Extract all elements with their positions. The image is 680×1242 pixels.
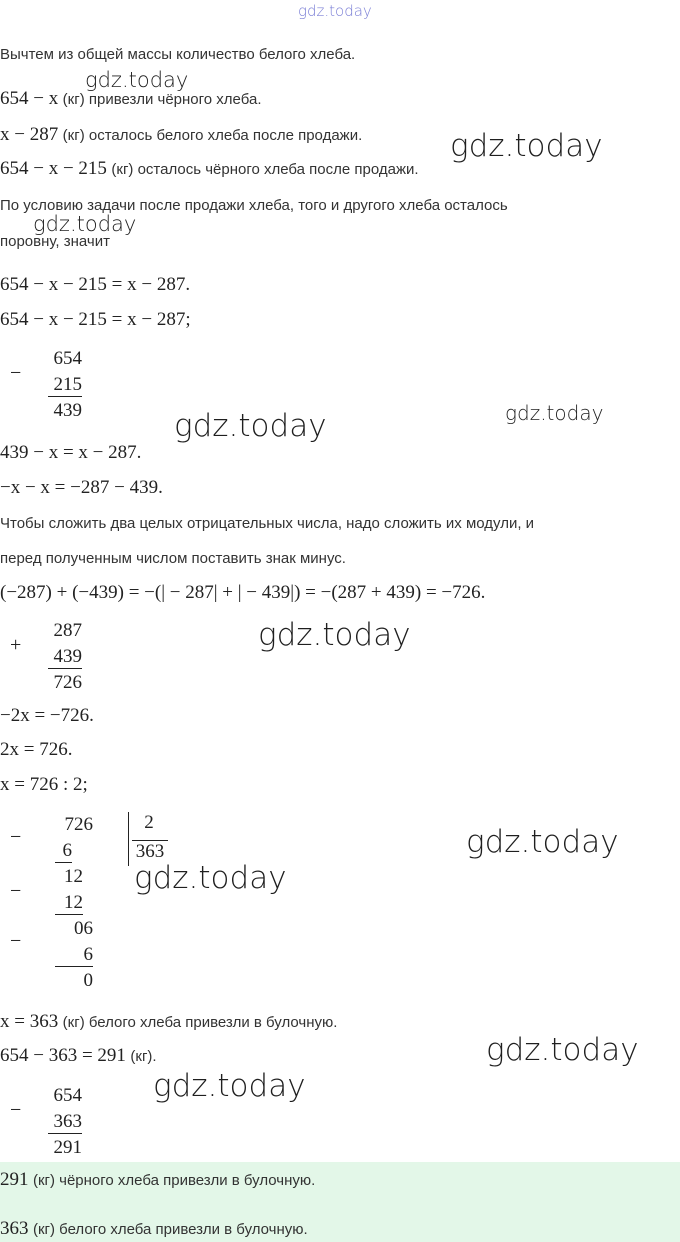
expression: 654 − 363 = 291: [0, 1045, 126, 1066]
answer-line-black: [0, 1169, 315, 1191]
column-operator: −: [10, 362, 22, 384]
division-minus: −: [10, 826, 22, 848]
note: (кг) осталось чёрного хлеба после продажи.: [111, 161, 419, 178]
division-step-remainder: 06: [74, 918, 93, 939]
equation-2: 654 − x − 215 = x − 287;: [0, 309, 191, 330]
expression: x − 287: [0, 124, 59, 145]
column-minuend: 654: [53, 348, 82, 369]
condition-text-1: По условию задачи после продажи хлеба, того и другого хлеба осталось: [0, 197, 508, 214]
division-quotient: 363: [132, 840, 168, 863]
answer-number: 291: [0, 1169, 29, 1190]
division-dividend: 726: [64, 814, 93, 835]
division-step-subtract: 6: [55, 840, 72, 863]
division-step-remainder: 12: [64, 866, 83, 887]
line-black-left: [0, 158, 419, 180]
watermark: gdz.today: [174, 408, 327, 444]
watermark: gdz.today: [85, 68, 189, 92]
column-minuend: 654: [53, 1085, 82, 1106]
column-addend-2: 439: [48, 646, 82, 669]
result-white-bread: [0, 1011, 337, 1033]
line-white-left: [0, 124, 362, 146]
column-sum: 726: [53, 672, 82, 693]
note: (кг) белого хлеба привезли в булочную.: [62, 1014, 338, 1031]
division-step-subtract: 12: [55, 892, 83, 915]
equation-8: x = 726 : 2;: [0, 774, 88, 795]
column-subtrahend: 215: [48, 374, 82, 397]
watermark: gdz.today: [153, 1068, 306, 1104]
watermark: gdz.today: [258, 617, 411, 653]
expression: 654 − x: [0, 88, 59, 109]
watermark: gdz.today: [450, 128, 603, 164]
watermark: gdz.today: [134, 860, 287, 896]
equation-4: −x − x = −287 − 439.: [0, 477, 163, 498]
equation-6: −2x = −726.: [0, 705, 94, 726]
note: (кг) привезли чёрного хлеба.: [62, 91, 262, 108]
column-addend-1: 287: [53, 620, 82, 641]
division-divisor: 2: [144, 812, 154, 833]
equation-3: 439 − x = x − 287.: [0, 442, 142, 463]
division-bracket-vertical: [128, 812, 129, 866]
note: (кг) осталось белого хлеба после продажи.: [62, 127, 363, 144]
watermark: gdz.today: [505, 401, 604, 425]
division-step-subtract: 6: [55, 944, 93, 967]
equation-5: (−287) + (−439) = −(| − 287| + | − 439|) = −(287 + 439) = −726.: [0, 582, 486, 603]
answer-note: (кг) белого хлеба привезли в булочную.: [32, 1221, 308, 1238]
expression: x = 363: [0, 1011, 59, 1032]
column-subtrahend: 363: [48, 1111, 82, 1134]
column-operator: +: [10, 634, 22, 656]
watermark: gdz.today: [486, 1032, 639, 1068]
rule-text-1: Чтобы сложить два целых отрицательных числа, надо сложить их модули, и: [0, 515, 535, 532]
result-black-bread: [0, 1045, 157, 1067]
line-black-bread: [0, 88, 262, 110]
expression: 654 − x − 215: [0, 158, 107, 179]
column-operator: −: [10, 1099, 22, 1121]
equation-1: 654 − x − 215 = x − 287.: [0, 274, 191, 295]
column-result: 291: [53, 1137, 82, 1158]
answer-block: [0, 1162, 680, 1242]
division-minus: −: [10, 930, 22, 952]
condition-text-2: поровну, значит: [0, 233, 110, 250]
watermark-top: gdz.today: [298, 2, 372, 20]
rule-text-2: перед полученным числом поставить знак минус.: [0, 550, 346, 567]
division-final-remainder: 0: [83, 970, 93, 991]
watermark: gdz.today: [466, 824, 619, 860]
equation-7: 2x = 726.: [0, 739, 73, 760]
answer-line-white: [0, 1218, 308, 1240]
answer-number: 363: [0, 1218, 29, 1239]
division-minus: −: [10, 880, 22, 902]
column-result: 439: [53, 400, 82, 421]
watermark: gdz.today: [33, 212, 137, 236]
intro-text: Вычтем из общей массы количество белого хлеба.: [0, 46, 356, 63]
answer-note: (кг) чёрного хлеба привезли в булочную.: [32, 1172, 316, 1189]
note: (кг).: [130, 1048, 157, 1065]
